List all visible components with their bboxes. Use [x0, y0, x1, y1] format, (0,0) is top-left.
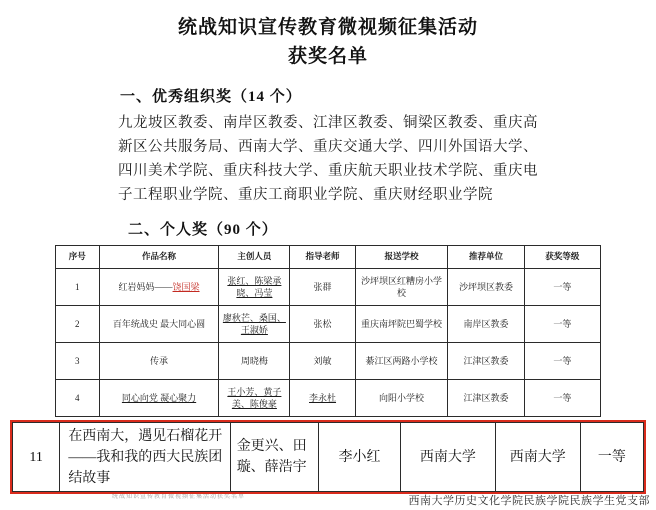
cell-work-highlight: 饶国梁 — [172, 281, 200, 292]
cell-no: 3 — [56, 342, 100, 379]
cell-teacher: 张松 — [290, 305, 355, 342]
table-row — [56, 268, 601, 305]
cell-work-text: 红岩妈妈—— — [118, 281, 173, 292]
cell-unit: 南岸区教委 — [448, 305, 524, 342]
footer-note: 西南大学历史文化学院民族学院民族学生党支部 — [408, 495, 650, 507]
cell-school: 向阳小学校 — [355, 379, 448, 416]
table-header-row — [56, 245, 601, 268]
title-line-2: 获奖名单 — [287, 45, 368, 67]
highlighted-row-table — [12, 422, 644, 492]
page-title — [0, 14, 656, 71]
highlighted-award-row — [10, 420, 646, 494]
awards-table-wrapper — [55, 245, 601, 417]
th-work: 作品名称 — [99, 245, 219, 268]
cell-work: 百年统战史 最大同心圆 — [99, 305, 219, 342]
hi-cell-school: 西南大学 — [401, 423, 496, 492]
cell-level: 一等 — [524, 305, 600, 342]
hi-cell-no: 11 — [13, 423, 60, 492]
th-creators: 主创人员 — [219, 245, 290, 268]
awards-table — [55, 245, 601, 417]
cell-school: 重庆南坪院巴蜀学校 — [355, 305, 448, 342]
cell-unit: 沙坪坝区教委 — [448, 268, 524, 305]
cell-no: 4 — [56, 379, 100, 416]
hi-cell-creators: 金更兴、田璇、薛浩宇 — [230, 423, 318, 492]
cell-teacher: 刘敏 — [290, 342, 355, 379]
cell-level: 一等 — [524, 379, 600, 416]
th-level: 获奖等级 — [524, 245, 600, 268]
cell-no: 1 — [56, 268, 100, 305]
hi-cell-level: 一等 — [580, 423, 643, 492]
table-row — [56, 305, 601, 342]
table-row — [56, 379, 601, 416]
title-line-1: 统战知识宣传教育微视频征集活动 — [177, 17, 478, 38]
cell-level: 一等 — [524, 342, 600, 379]
hi-cell-work: 在西南大，遇见石榴花开——我和我的西大民族团结故事 — [60, 423, 230, 492]
cell-teacher: 张群 — [290, 268, 355, 305]
cell-teacher: 李永杜 — [290, 379, 355, 416]
watermark-text: 统战知识宣传教育微视频征集活动获奖名单 — [112, 494, 246, 500]
cell-work: 同心向党 凝心聚力 — [99, 379, 219, 416]
cell-creators: 周晓梅 — [219, 342, 290, 379]
cell-unit: 江津区教委 — [448, 379, 524, 416]
hi-cell-teacher: 李小红 — [319, 423, 401, 492]
cell-creators: 张红、陈梁承晓、冯莹 — [219, 268, 290, 305]
cell-unit: 江津区教委 — [448, 342, 524, 379]
cell-creators: 廖秋芒、桑国、王淑娇 — [219, 305, 290, 342]
section-heading-individual-award: 二、个人奖（90 个） — [128, 221, 278, 238]
th-no: 序号 — [56, 245, 100, 268]
cell-school: 沙坪坝区红糟房小学校 — [355, 268, 448, 305]
cell-creators: 王小芳、黄子美、陈俊豪 — [219, 379, 290, 416]
cell-level: 一等 — [524, 268, 600, 305]
th-unit: 推荐单位 — [448, 245, 524, 268]
cell-work: 传承 — [99, 342, 219, 379]
cell-work — [99, 268, 219, 305]
hi-cell-unit: 西南大学 — [495, 423, 580, 492]
cell-school: 綦江区两路小学校 — [355, 342, 448, 379]
section-heading-organization-award: 一、优秀组织奖（14 个） — [120, 89, 302, 105]
cell-no: 2 — [56, 305, 100, 342]
th-school: 报送学校 — [355, 245, 448, 268]
table-row — [13, 423, 644, 492]
table-row — [56, 342, 601, 379]
section-body-organization-award: 九龙坡区教委、南岸区教委、江津区教委、铜梁区教委、重庆高新区公共服务局、西南大学、重庆交通大学、四川外国语大学、四川美术学院、重庆科技大学、重庆航天职业技术学院、重庆电子工程职业学院、重庆工商职业学院、重庆财经职业学院 — [118, 115, 538, 203]
th-teacher: 指导老师 — [290, 245, 355, 268]
